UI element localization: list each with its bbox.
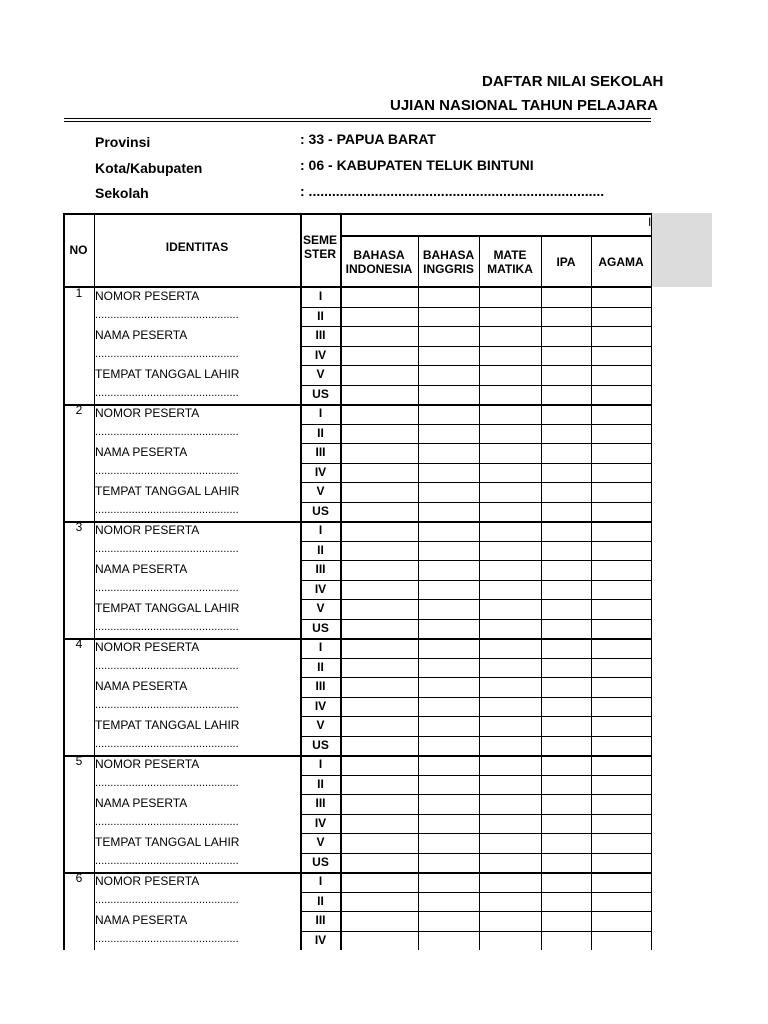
grade-cell[interactable] xyxy=(543,756,590,774)
identity-field-label: TEMPAT TANGGAL LAHIR xyxy=(95,718,240,732)
grade-cell[interactable] xyxy=(543,659,590,677)
grade-cell[interactable] xyxy=(481,834,540,852)
grade-cell[interactable] xyxy=(593,795,650,813)
col-divider xyxy=(418,237,419,950)
subject-group-divider xyxy=(340,235,651,237)
grade-cell[interactable] xyxy=(420,561,478,579)
identity-field-label: TEMPAT TANGGAL LAHIR xyxy=(95,835,240,849)
identity-field-label: NOMOR PESERTA xyxy=(95,874,200,888)
identity-field-label: NAMA PESERTA xyxy=(95,328,188,342)
grade-cell[interactable] xyxy=(543,678,590,696)
grade-cell[interactable] xyxy=(481,561,540,579)
grade-cell[interactable] xyxy=(593,366,650,384)
kota-label: Kota/Kabupaten xyxy=(95,160,203,176)
grade-cell[interactable] xyxy=(593,834,650,852)
identity-field-label: TEMPAT TANGGAL LAHIR xyxy=(95,367,240,381)
semester-label: US xyxy=(312,737,329,752)
grade-cell[interactable] xyxy=(543,444,590,462)
grade-cell[interactable] xyxy=(543,854,590,872)
grade-cell[interactable] xyxy=(481,522,540,540)
identity-field-label: NAMA PESERTA xyxy=(95,796,188,810)
grade-cell[interactable] xyxy=(342,561,417,579)
grade-cell[interactable] xyxy=(420,366,478,384)
identity-field-label: NOMOR PESERTA xyxy=(95,640,200,654)
provinsi-label: Provinsi xyxy=(95,134,151,150)
grade-cell[interactable] xyxy=(342,464,417,482)
identity-field-blank[interactable]: ............................................... xyxy=(95,386,239,399)
grade-cell[interactable] xyxy=(342,776,417,794)
student-number: 6 xyxy=(75,871,83,885)
semester-label: V xyxy=(316,835,325,849)
identity-field-blank[interactable]: ............................................... xyxy=(95,503,239,516)
identity-field-label: NAMA PESERTA xyxy=(95,562,188,576)
provinsi-value: : 33 - PAPUA BARAT xyxy=(300,131,436,147)
grade-cell[interactable] xyxy=(481,464,540,482)
grade-cell[interactable] xyxy=(481,659,540,677)
grade-cell[interactable] xyxy=(593,756,650,774)
grade-cell[interactable] xyxy=(593,386,650,404)
semester-label: III xyxy=(315,796,326,810)
grade-cell[interactable] xyxy=(420,912,478,930)
grade-cell[interactable] xyxy=(342,327,417,345)
grade-cell[interactable] xyxy=(342,639,417,657)
identity-field-label: NOMOR PESERTA xyxy=(95,757,200,771)
semester-label: IV xyxy=(314,581,327,596)
semester-label: I xyxy=(318,874,323,888)
kota-value: : 06 - KABUPATEN TELUK BINTUNI xyxy=(300,157,534,173)
grade-cell[interactable] xyxy=(420,756,478,774)
identity-field-blank[interactable]: ............................................... xyxy=(95,581,239,594)
col-header-subject: IPA xyxy=(556,255,576,269)
grade-cell[interactable] xyxy=(543,366,590,384)
grade-cell[interactable] xyxy=(342,522,417,540)
identity-field-blank[interactable]: ............................................... xyxy=(95,737,239,750)
grade-cell[interactable] xyxy=(342,347,417,365)
grade-cell[interactable] xyxy=(593,542,650,560)
grade-cell[interactable] xyxy=(593,815,650,833)
grade-cell[interactable] xyxy=(420,678,478,696)
semester-label: I xyxy=(318,289,323,303)
header-rule-top xyxy=(64,118,651,119)
sekolah-value: : ............................................................................ xyxy=(300,183,605,199)
grade-cell[interactable] xyxy=(543,561,590,579)
grade-cell[interactable] xyxy=(420,834,478,852)
grade-cell[interactable] xyxy=(543,347,590,365)
grade-cell[interactable] xyxy=(481,386,540,404)
grade-cell[interactable] xyxy=(420,425,478,443)
grade-cell[interactable] xyxy=(593,425,650,443)
grade-cell[interactable] xyxy=(593,327,650,345)
semester-label: US xyxy=(312,386,329,401)
semester-label: US xyxy=(312,620,329,635)
grade-cell[interactable] xyxy=(593,873,650,891)
grade-cell[interactable] xyxy=(543,912,590,930)
table-border-right xyxy=(651,213,652,950)
grade-cell[interactable] xyxy=(481,815,540,833)
grade-cell[interactable] xyxy=(420,776,478,794)
grade-cell[interactable] xyxy=(342,756,417,774)
grade-cell[interactable] xyxy=(481,873,540,891)
grade-cell[interactable] xyxy=(342,737,417,755)
grade-cell[interactable] xyxy=(593,464,650,482)
semester-label: IV xyxy=(314,698,327,713)
grade-cell[interactable] xyxy=(420,737,478,755)
semester-label: I xyxy=(318,757,323,771)
grade-cell[interactable] xyxy=(593,639,650,657)
grade-cell[interactable] xyxy=(593,561,650,579)
col-divider xyxy=(479,237,480,950)
grade-cell[interactable] xyxy=(481,600,540,618)
table-border-left xyxy=(63,213,65,950)
grade-cell[interactable] xyxy=(543,737,590,755)
grade-cell[interactable] xyxy=(481,542,540,560)
identity-field-blank[interactable]: ............................................... xyxy=(95,620,239,633)
identity-field-label: NOMOR PESERTA xyxy=(95,406,200,420)
grade-cell[interactable] xyxy=(342,503,417,521)
identity-field-blank[interactable]: ............................................... xyxy=(95,815,239,828)
grade-cell[interactable] xyxy=(543,932,590,950)
grade-cell[interactable] xyxy=(481,717,540,735)
grade-cell[interactable] xyxy=(420,288,478,306)
col-header-subject: BAHASA INGGRIS xyxy=(422,248,475,276)
semester-label: II xyxy=(317,542,324,557)
identity-field-blank[interactable]: ............................................... xyxy=(95,659,239,672)
grade-cell[interactable] xyxy=(342,717,417,735)
grade-cell[interactable] xyxy=(342,932,417,950)
semester-label: V xyxy=(316,484,325,498)
identity-field-blank[interactable]: ............................................... xyxy=(95,425,239,438)
grade-cell[interactable] xyxy=(593,659,650,677)
grade-cell[interactable] xyxy=(481,327,540,345)
semester-label: III xyxy=(315,679,326,693)
grade-cell[interactable] xyxy=(420,795,478,813)
semester-label: V xyxy=(316,367,325,381)
grade-cell[interactable] xyxy=(342,600,417,618)
identity-field-blank[interactable]: ............................................... xyxy=(95,698,239,711)
grade-cell[interactable] xyxy=(342,854,417,872)
col-header-semester: SEME STER xyxy=(302,233,337,261)
grade-cell[interactable] xyxy=(481,854,540,872)
grade-cell[interactable] xyxy=(420,503,478,521)
semester-label: V xyxy=(316,718,325,732)
grade-cell[interactable] xyxy=(420,873,478,891)
grade-cell[interactable] xyxy=(543,288,590,306)
grade-cell[interactable] xyxy=(593,288,650,306)
semester-label: I xyxy=(318,523,323,537)
grade-cell[interactable] xyxy=(543,386,590,404)
identity-field-blank[interactable]: ............................................... xyxy=(95,464,239,477)
grade-cell[interactable] xyxy=(420,600,478,618)
grade-cell[interactable] xyxy=(593,893,650,911)
grade-cell[interactable] xyxy=(481,581,540,599)
grade-cell[interactable] xyxy=(481,795,540,813)
grade-cell[interactable] xyxy=(593,581,650,599)
grade-cell[interactable] xyxy=(481,503,540,521)
grade-cell[interactable] xyxy=(342,425,417,443)
identity-field-blank[interactable]: ............................................... xyxy=(95,308,239,321)
col-divider xyxy=(591,237,592,950)
grade-cell[interactable] xyxy=(420,659,478,677)
grade-cell[interactable] xyxy=(593,347,650,365)
grade-cell[interactable] xyxy=(342,366,417,384)
identity-field-label: NAMA PESERTA xyxy=(95,445,188,459)
student-number: 2 xyxy=(75,403,83,417)
grade-cell[interactable] xyxy=(420,444,478,462)
grade-cell[interactable] xyxy=(342,678,417,696)
sekolah-label: Sekolah xyxy=(95,185,149,201)
grade-cell[interactable] xyxy=(593,620,650,638)
document-title-2: UJIAN NASIONAL TAHUN PELAJARA xyxy=(390,97,658,114)
grade-cell[interactable] xyxy=(543,776,590,794)
col-header-no: NO xyxy=(69,243,88,257)
semester-label: IV xyxy=(314,815,327,830)
grade-cell[interactable] xyxy=(543,600,590,618)
grade-cell[interactable] xyxy=(420,542,478,560)
group-header-fragment: I xyxy=(648,215,652,229)
grade-cell[interactable] xyxy=(342,288,417,306)
document-title-1: DAFTAR NILAI SEKOLAH xyxy=(482,73,664,90)
grade-cell[interactable] xyxy=(481,425,540,443)
grade-cell[interactable] xyxy=(543,795,590,813)
grade-cell[interactable] xyxy=(420,932,478,950)
grade-cell[interactable] xyxy=(481,698,540,716)
grade-cell[interactable] xyxy=(342,386,417,404)
grade-cell[interactable] xyxy=(420,405,478,423)
semester-label: I xyxy=(318,406,323,420)
grade-cell[interactable] xyxy=(342,834,417,852)
col-header-subject: BAHASA INDONESIA xyxy=(345,248,413,276)
grade-cell[interactable] xyxy=(481,288,540,306)
grade-cell[interactable] xyxy=(420,854,478,872)
grade-cell[interactable] xyxy=(420,522,478,540)
semester-label: II xyxy=(317,893,324,908)
grade-cell[interactable] xyxy=(593,776,650,794)
grade-cell[interactable] xyxy=(481,893,540,911)
grade-cell[interactable] xyxy=(481,932,540,950)
grade-cell[interactable] xyxy=(593,503,650,521)
grade-cell[interactable] xyxy=(481,366,540,384)
grade-cell[interactable] xyxy=(593,737,650,755)
grade-cell[interactable] xyxy=(481,347,540,365)
semester-label: V xyxy=(316,601,325,615)
identity-field-blank[interactable]: ............................................... xyxy=(95,854,239,867)
grade-cell[interactable] xyxy=(342,308,417,326)
grade-cell[interactable] xyxy=(593,405,650,423)
grade-cell[interactable] xyxy=(543,815,590,833)
grade-cell[interactable] xyxy=(420,483,478,501)
grade-cell[interactable] xyxy=(481,678,540,696)
grade-cell[interactable] xyxy=(342,483,417,501)
grade-cell[interactable] xyxy=(342,581,417,599)
semester-label: IV xyxy=(314,464,327,479)
grade-cell[interactable] xyxy=(420,308,478,326)
semester-label: III xyxy=(315,445,326,459)
semester-label: IV xyxy=(314,932,327,947)
grade-cell[interactable] xyxy=(593,600,650,618)
grade-cell[interactable] xyxy=(342,912,417,930)
grade-cell[interactable] xyxy=(342,542,417,560)
grade-cell[interactable] xyxy=(543,522,590,540)
grade-cell[interactable] xyxy=(481,405,540,423)
grade-cell[interactable] xyxy=(481,308,540,326)
grade-cell[interactable] xyxy=(481,756,540,774)
col-header-subject: MATE MATIKA xyxy=(487,248,533,276)
identity-field-label: TEMPAT TANGGAL LAHIR xyxy=(95,601,240,615)
grade-cell[interactable] xyxy=(543,308,590,326)
grade-cell[interactable] xyxy=(420,815,478,833)
grade-cell[interactable] xyxy=(481,483,540,501)
grade-cell[interactable] xyxy=(420,347,478,365)
grade-cell[interactable] xyxy=(342,659,417,677)
grade-cell[interactable] xyxy=(593,678,650,696)
grade-cell[interactable] xyxy=(543,483,590,501)
semester-label: III xyxy=(315,913,326,927)
grade-cell[interactable] xyxy=(420,698,478,716)
grade-cell[interactable] xyxy=(342,873,417,891)
grade-cell[interactable] xyxy=(593,444,650,462)
grade-cell[interactable] xyxy=(593,522,650,540)
student-number: 1 xyxy=(75,286,83,300)
grade-cell[interactable] xyxy=(481,444,540,462)
col-divider xyxy=(541,237,542,950)
grade-cell[interactable] xyxy=(342,815,417,833)
header-rule-bottom xyxy=(64,121,651,122)
grade-cell[interactable] xyxy=(342,620,417,638)
header-overflow-shade xyxy=(651,213,712,287)
grade-cell[interactable] xyxy=(543,464,590,482)
student-number: 5 xyxy=(75,754,83,768)
semester-label: II xyxy=(317,659,324,674)
grade-cell[interactable] xyxy=(543,717,590,735)
grade-cell[interactable] xyxy=(342,795,417,813)
grade-cell[interactable] xyxy=(420,327,478,345)
student-number: 3 xyxy=(75,520,83,534)
grade-cell[interactable] xyxy=(593,308,650,326)
grade-cell[interactable] xyxy=(593,854,650,872)
grade-cell[interactable] xyxy=(420,386,478,404)
identity-field-blank[interactable]: ............................................... xyxy=(95,347,239,360)
grade-cell[interactable] xyxy=(543,698,590,716)
grade-cell[interactable] xyxy=(543,893,590,911)
grade-cell[interactable] xyxy=(342,893,417,911)
grade-cell[interactable] xyxy=(481,737,540,755)
grade-cell[interactable] xyxy=(593,698,650,716)
semester-label: III xyxy=(315,328,326,342)
grade-cell[interactable] xyxy=(481,776,540,794)
grade-cell[interactable] xyxy=(481,639,540,657)
student-number: 4 xyxy=(75,637,83,651)
grade-cell[interactable] xyxy=(543,834,590,852)
grade-cell[interactable] xyxy=(342,698,417,716)
table-border-top xyxy=(63,213,651,215)
semester-label: US xyxy=(312,503,329,518)
semester-label: I xyxy=(318,640,323,654)
identity-field-blank[interactable]: ............................................... xyxy=(95,932,239,945)
grade-cell[interactable] xyxy=(420,893,478,911)
semester-label: II xyxy=(317,308,324,323)
grade-cell[interactable] xyxy=(481,912,540,930)
grade-cell[interactable] xyxy=(543,542,590,560)
grade-cell[interactable] xyxy=(420,717,478,735)
identity-field-label: NOMOR PESERTA xyxy=(95,289,200,303)
grade-cell[interactable] xyxy=(543,639,590,657)
grade-cell[interactable] xyxy=(593,717,650,735)
grade-cell[interactable] xyxy=(481,620,540,638)
identity-field-label: TEMPAT TANGGAL LAHIR xyxy=(95,484,240,498)
semester-label: II xyxy=(317,425,324,440)
grade-cell[interactable] xyxy=(342,444,417,462)
identity-field-label: NAMA PESERTA xyxy=(95,913,188,927)
grade-cell[interactable] xyxy=(543,405,590,423)
grade-cell[interactable] xyxy=(420,639,478,657)
grade-cell[interactable] xyxy=(420,581,478,599)
grade-cell[interactable] xyxy=(543,873,590,891)
grade-cell[interactable] xyxy=(543,425,590,443)
semester-label: IV xyxy=(314,347,327,362)
identity-field-blank[interactable]: ............................................... xyxy=(95,542,239,555)
col-header-subject: AGAMA xyxy=(598,255,644,269)
identity-field-label: NOMOR PESERTA xyxy=(95,523,200,537)
grade-cell[interactable] xyxy=(420,620,478,638)
grade-cell[interactable] xyxy=(593,912,650,930)
grade-cell[interactable] xyxy=(593,483,650,501)
col-header-identitas: IDENTITAS xyxy=(165,240,229,254)
grade-cell[interactable] xyxy=(593,932,650,950)
grade-cell[interactable] xyxy=(342,405,417,423)
grade-cell[interactable] xyxy=(543,620,590,638)
semester-label: II xyxy=(317,776,324,791)
grade-cell[interactable] xyxy=(543,503,590,521)
identity-field-label: NAMA PESERTA xyxy=(95,679,188,693)
grade-cell[interactable] xyxy=(543,581,590,599)
identity-field-blank[interactable]: ............................................... xyxy=(95,776,239,789)
grade-cell[interactable] xyxy=(420,464,478,482)
semester-label: US xyxy=(312,854,329,869)
identity-field-blank[interactable]: ............................................... xyxy=(95,893,239,906)
grade-cell[interactable] xyxy=(543,327,590,345)
semester-label: III xyxy=(315,562,326,576)
